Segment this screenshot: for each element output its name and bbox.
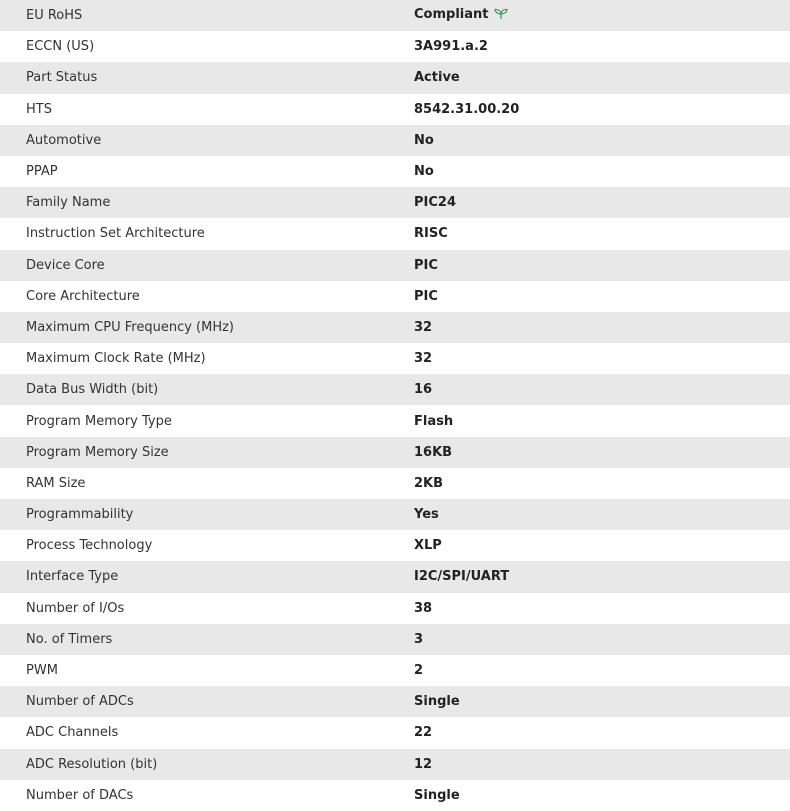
spec-label: Number of ADCs xyxy=(26,694,134,710)
spec-value: No xyxy=(414,164,434,180)
spec-value: 8542.31.00.20 xyxy=(414,101,520,117)
table-row xyxy=(0,94,790,125)
table-row xyxy=(0,717,790,748)
spec-label: ADC Resolution (bit) xyxy=(26,756,158,772)
table-row xyxy=(0,250,790,281)
table-row xyxy=(0,780,790,811)
table-row xyxy=(0,499,790,530)
table-row xyxy=(0,624,790,655)
spec-label: PWM xyxy=(26,663,58,679)
table-row xyxy=(0,749,790,780)
spec-value: Active xyxy=(414,70,460,86)
table-row xyxy=(0,62,790,93)
table-row xyxy=(0,31,790,62)
spec-label: HTS xyxy=(26,101,52,117)
spec-value: 16KB xyxy=(414,444,453,460)
spec-value: PIC xyxy=(414,288,438,304)
spec-label: Part Status xyxy=(26,70,98,86)
table-row xyxy=(0,593,790,624)
table-row xyxy=(0,187,790,218)
spec-value: RISC xyxy=(414,226,448,242)
spec-label: Automotive xyxy=(26,132,102,148)
spec-value: 3A991.a.2 xyxy=(414,39,488,55)
spec-value: PIC xyxy=(414,257,438,273)
table-row xyxy=(0,655,790,686)
spec-label: Number of DACs xyxy=(26,787,134,803)
spec-value: 12 xyxy=(414,756,433,772)
spec-label: RAM Size xyxy=(26,475,86,491)
table-row xyxy=(0,156,790,187)
spec-value: XLP xyxy=(414,538,442,554)
table-row xyxy=(0,530,790,561)
spec-value: Single xyxy=(414,787,460,803)
spec-label: Process Technology xyxy=(26,538,153,554)
spec-label: Number of I/Os xyxy=(26,600,125,616)
table-row xyxy=(0,405,790,436)
spec-value: I2C/SPI/UART xyxy=(414,569,510,585)
spec-value: 3 xyxy=(414,631,424,647)
table-row xyxy=(0,437,790,468)
spec-value: No xyxy=(414,132,434,148)
spec-value: Single xyxy=(414,694,460,710)
table-row xyxy=(0,561,790,592)
table-row xyxy=(0,374,790,405)
spec-label: Family Name xyxy=(26,195,111,211)
spec-value: Compliant xyxy=(414,7,489,23)
spec-label: ADC Channels xyxy=(26,725,119,741)
table-row xyxy=(0,468,790,499)
spec-value: PIC24 xyxy=(414,195,456,211)
table-row xyxy=(0,0,790,31)
spec-label: Device Core xyxy=(26,257,105,273)
spec-value: 38 xyxy=(414,600,433,616)
spec-value: 22 xyxy=(414,725,433,741)
spec-label: Program Memory Type xyxy=(26,413,172,429)
table-row xyxy=(0,686,790,717)
leaf-icon xyxy=(494,8,508,24)
spec-label: EU RoHS xyxy=(26,8,83,24)
spec-value-cell xyxy=(414,0,790,31)
spec-value: 32 xyxy=(414,351,433,367)
spec-label: No. of Timers xyxy=(26,631,113,647)
spec-value: 16 xyxy=(414,382,433,398)
table-row xyxy=(0,125,790,156)
spec-value: 2KB xyxy=(414,475,444,491)
spec-value: 32 xyxy=(414,319,433,335)
spec-label: Interface Type xyxy=(26,569,119,585)
spec-label: PPAP xyxy=(26,164,58,180)
spec-label: Data Bus Width (bit) xyxy=(26,382,159,398)
spec-label: Programmability xyxy=(26,507,134,523)
spec-value: 2 xyxy=(414,663,424,679)
table-row xyxy=(0,343,790,374)
table-row xyxy=(0,218,790,249)
spec-value: Flash xyxy=(414,413,454,429)
spec-label: Maximum CPU Frequency (MHz) xyxy=(26,319,234,335)
spec-label: Program Memory Size xyxy=(26,444,169,460)
spec-label: ECCN (US) xyxy=(26,39,95,55)
table-row xyxy=(0,281,790,312)
spec-label: Core Architecture xyxy=(26,288,140,304)
spec-label: Instruction Set Architecture xyxy=(26,226,205,242)
spec-label: Maximum Clock Rate (MHz) xyxy=(26,351,206,367)
spec-value: Yes xyxy=(414,507,439,523)
table-row xyxy=(0,312,790,343)
